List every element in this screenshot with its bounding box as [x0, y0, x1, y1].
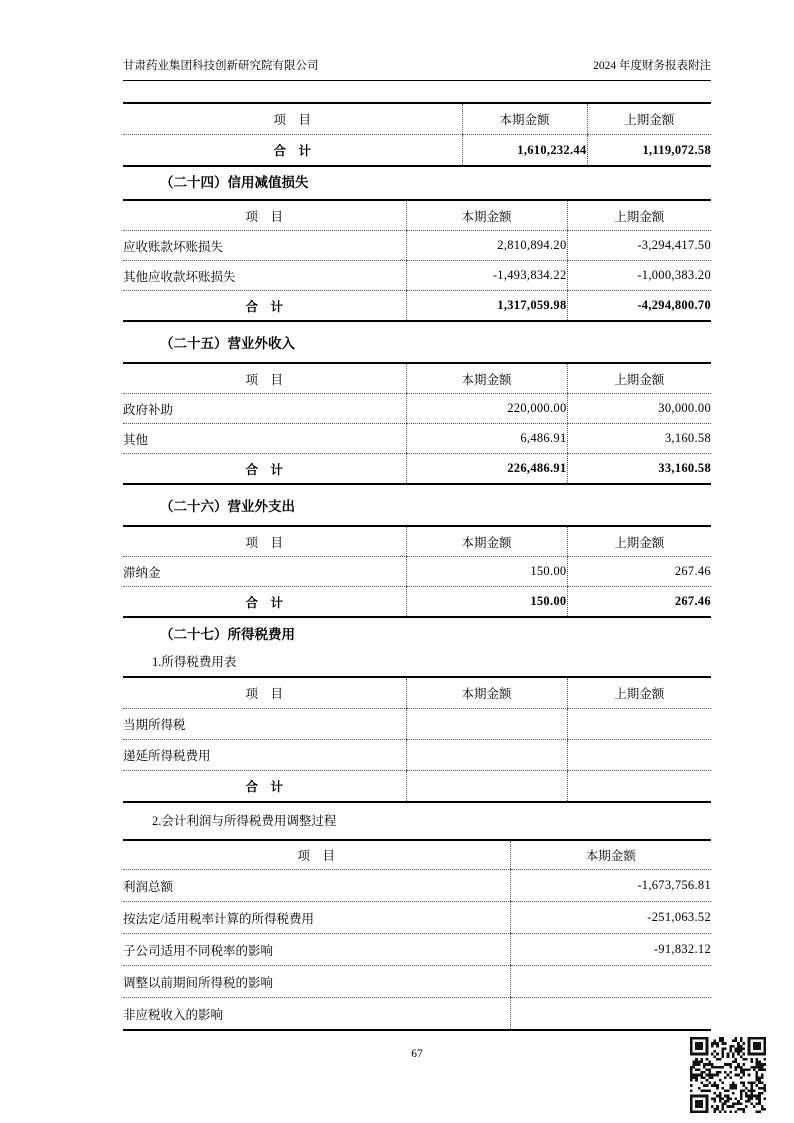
total-label: 合 计	[245, 462, 283, 477]
table-row	[123, 424, 711, 454]
current-amount: -1,493,834.22	[406, 261, 567, 291]
table-header-row	[123, 103, 711, 135]
table-row	[123, 870, 711, 902]
column-header-item: 项 目	[123, 200, 406, 231]
item-label: 调整以前期间所得税的影响	[123, 966, 510, 998]
table-tax-adjustment	[123, 839, 711, 1031]
total-prior-amount	[567, 771, 711, 803]
column-header-prior: 上期金额	[567, 363, 711, 394]
subsection-title-tax-expense-table: 1.所得税费用表	[152, 655, 237, 669]
column-header-item: 项 目	[123, 677, 406, 709]
table-row	[123, 394, 711, 424]
table-row-total	[123, 291, 711, 322]
column-header-item: 项 目	[123, 526, 406, 557]
section-title-nonoperating-expense: （二十六）营业外支出	[160, 499, 295, 514]
table-nonoperating-income	[123, 362, 711, 485]
total-prior-amount: 33,160.58	[567, 454, 711, 485]
document-header	[123, 57, 711, 81]
current-amount: -91,832.12	[510, 934, 711, 966]
table-row	[123, 902, 711, 934]
column-header-prior: 上期金额	[587, 103, 711, 135]
item-label: 其他应收款坏账损失	[123, 261, 406, 291]
doc-title: 2024 年度财务报表附注	[593, 60, 711, 72]
current-amount	[510, 998, 711, 1031]
total-label: 合 计	[245, 595, 283, 610]
item-label: 子公司适用不同税率的影响	[123, 934, 510, 966]
current-amount: 150.00	[406, 557, 567, 587]
table-header-row	[123, 200, 711, 231]
current-amount: -1,673,756.81	[510, 870, 711, 902]
table-income-tax-expense	[123, 676, 711, 803]
page-number: 67	[411, 1048, 423, 1060]
table-row	[123, 966, 711, 998]
prior-amount: -3,294,417.50	[567, 231, 711, 261]
table-row-total	[123, 135, 711, 167]
qr-code	[690, 1037, 766, 1113]
table-total-continued	[123, 102, 711, 167]
table-row	[123, 998, 711, 1031]
total-prior-amount: -4,294,800.70	[567, 291, 711, 322]
table-row	[123, 709, 711, 740]
total-current-amount	[406, 771, 567, 803]
column-header-current: 本期金额	[462, 103, 587, 135]
column-header-prior: 上期金额	[567, 526, 711, 557]
table-header-row	[123, 363, 711, 394]
column-header-prior: 上期金额	[567, 200, 711, 231]
section-title-credit-impairment: （二十四）信用减值损失	[160, 175, 309, 190]
table-row-total	[123, 771, 711, 803]
column-header-item: 项 目	[123, 363, 406, 394]
total-current-amount: 226,486.91	[406, 454, 567, 485]
item-label: 当期所得税	[123, 709, 406, 740]
table-row	[123, 557, 711, 587]
item-label: 应收账款坏账损失	[123, 231, 406, 261]
item-label: 滞纳金	[123, 557, 406, 587]
prior-amount: 3,160.58	[567, 424, 711, 454]
column-header-item: 项 目	[123, 840, 510, 870]
section-title-income-tax: （二十七）所得税费用	[160, 627, 295, 642]
column-header-current: 本期金额	[510, 840, 711, 870]
qr-code-graphic	[690, 1037, 766, 1113]
column-header-item: 项 目	[123, 103, 462, 135]
column-header-current: 本期金额	[406, 200, 567, 231]
current-amount: 6,486.91	[406, 424, 567, 454]
table-row-total	[123, 454, 711, 485]
prior-amount	[567, 740, 711, 771]
current-amount	[510, 966, 711, 998]
item-label: 非应税收入的影响	[123, 1007, 224, 1022]
table-credit-impairment	[123, 199, 711, 322]
prior-amount	[567, 709, 711, 740]
current-amount	[406, 740, 567, 771]
total-prior-amount: 267.46	[567, 587, 711, 618]
section-title-nonoperating-income: （二十五）营业外收入	[160, 336, 295, 351]
current-amount	[406, 709, 567, 740]
current-amount: 220,000.00	[406, 394, 567, 424]
total-current-amount: 150.00	[406, 587, 567, 618]
item-label: 政府补助	[123, 394, 406, 424]
total-label: 合 计	[273, 144, 311, 158]
total-label: 合 计	[245, 780, 283, 794]
table-header-row	[123, 840, 711, 870]
item-label: 其他	[123, 424, 406, 454]
table-nonoperating-expense	[123, 525, 711, 618]
table-row	[123, 231, 711, 261]
column-header-prior: 上期金额	[567, 677, 711, 709]
item-label: 按法定/适用税率计算的所得税费用	[123, 902, 510, 934]
item-label: 利润总额	[123, 870, 510, 902]
prior-amount: 30,000.00	[567, 394, 711, 424]
current-amount: 2,810,894.20	[406, 231, 567, 261]
item-label: 递延所得税费用	[123, 740, 406, 771]
prior-amount: -1,000,383.20	[567, 261, 711, 291]
total-label: 合 计	[245, 299, 283, 314]
column-header-current: 本期金额	[406, 677, 567, 709]
total-current-amount: 1,610,232.44	[462, 135, 587, 167]
total-prior-amount: 1,119,072.58	[587, 135, 711, 167]
column-header-current: 本期金额	[406, 526, 567, 557]
page-content	[123, 0, 711, 1031]
company-name: 甘肃药业集团科技创新研究院有限公司	[123, 60, 319, 72]
table-header-row	[123, 677, 711, 709]
current-amount: -251,063.52	[510, 902, 711, 934]
prior-amount: 267.46	[567, 557, 711, 587]
subsection-title-tax-adjustment: 2.会计利润与所得税费用调整过程	[152, 814, 337, 828]
table-header-row	[123, 526, 711, 557]
table-row	[123, 261, 711, 291]
total-current-amount: 1,317,059.98	[406, 291, 567, 322]
table-row	[123, 934, 711, 966]
table-row	[123, 740, 711, 771]
table-row-total	[123, 587, 711, 618]
column-header-current: 本期金额	[406, 363, 567, 394]
